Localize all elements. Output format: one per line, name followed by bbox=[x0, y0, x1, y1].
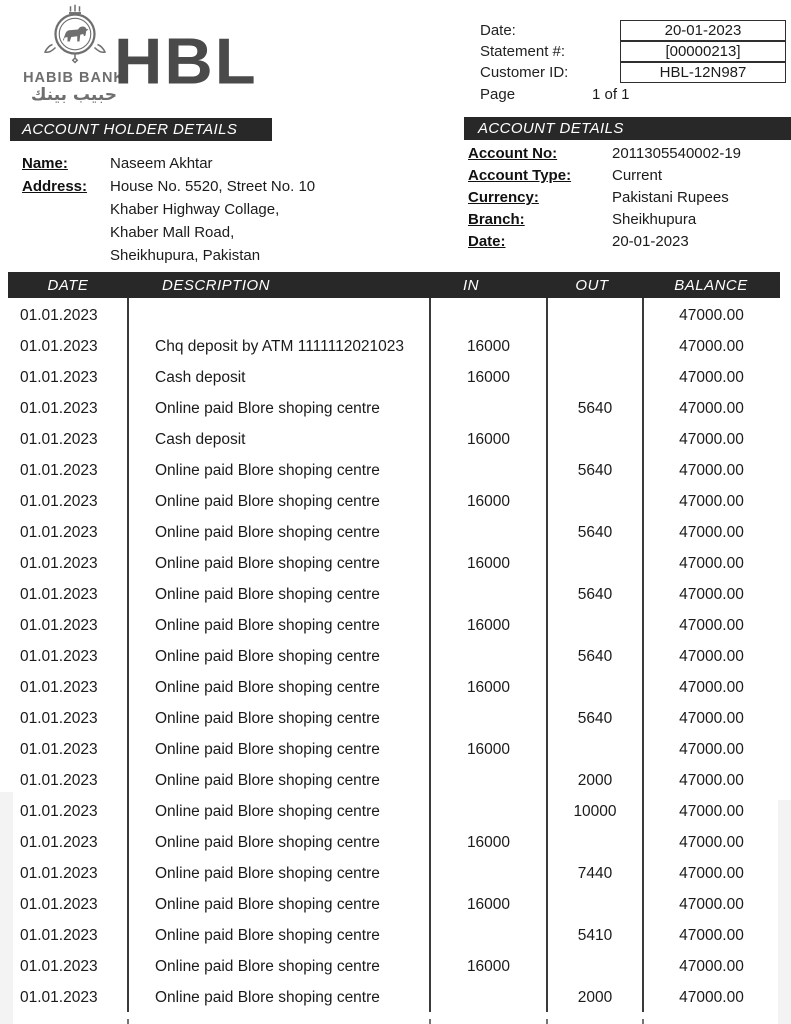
detail-label: Account Type: bbox=[468, 167, 572, 184]
transaction-row bbox=[0, 951, 791, 982]
col-header-description: DESCRIPTION bbox=[161, 276, 271, 294]
detail-value: 20-01-2023 bbox=[612, 233, 689, 250]
cell-date: 01.01.2023 bbox=[20, 647, 98, 665]
cell-balance: 47000.00 bbox=[679, 461, 744, 479]
account-holder-details-header: ACCOUNT HOLDER DETAILS bbox=[10, 118, 272, 141]
cell-description: Online paid Blore shoping centre bbox=[155, 616, 380, 634]
cell-description: Chq deposit by ATM 1111112021023 bbox=[155, 337, 405, 355]
cell-description: Online paid Blore shoping centre bbox=[155, 926, 380, 944]
cell-in: 16000 bbox=[466, 430, 511, 448]
transaction-row bbox=[0, 641, 791, 672]
cell-date: 01.01.2023 bbox=[20, 368, 98, 386]
transaction-row bbox=[0, 827, 791, 858]
cell-balance: 47000.00 bbox=[679, 492, 744, 510]
cell-date: 01.01.2023 bbox=[20, 461, 98, 479]
meta-value-box: [00000213] bbox=[620, 41, 786, 62]
transaction-row bbox=[0, 393, 791, 424]
cell-date: 01.01.2023 bbox=[20, 337, 98, 355]
detail-value: Pakistani Rupees bbox=[612, 189, 729, 206]
cell-description: Online paid Blore shoping centre bbox=[155, 678, 380, 696]
meta-value-box: 20-01-2023 bbox=[620, 20, 786, 41]
transaction-row bbox=[0, 331, 791, 362]
cell-balance: 47000.00 bbox=[679, 399, 744, 417]
cell-out: 7440 bbox=[577, 864, 613, 882]
transaction-row bbox=[0, 610, 791, 641]
cell-date: 01.01.2023 bbox=[20, 616, 98, 634]
cell-date: 01.01.2023 bbox=[20, 864, 98, 882]
cell-in: 16000 bbox=[466, 368, 511, 386]
name-row bbox=[22, 152, 442, 175]
transactions-header-bar bbox=[8, 272, 780, 298]
cell-balance: 47000.00 bbox=[679, 833, 744, 851]
cell-description: Online paid Blore shoping centre bbox=[155, 864, 380, 882]
column-divider-stub bbox=[546, 1019, 548, 1024]
column-divider-stub bbox=[642, 1019, 644, 1024]
cell-description: Online paid Blore shoping centre bbox=[155, 895, 380, 913]
name-label: Name: bbox=[22, 155, 68, 172]
cell-description: Online paid Blore shoping centre bbox=[155, 585, 380, 603]
cell-description: Online paid Blore shoping centre bbox=[155, 647, 380, 665]
column-divider bbox=[642, 298, 644, 1012]
cell-out: 5640 bbox=[577, 709, 613, 727]
col-header-balance: BALANCE bbox=[674, 276, 748, 294]
lion-icon bbox=[63, 27, 89, 42]
cell-balance: 47000.00 bbox=[679, 771, 744, 789]
cell-balance: 47000.00 bbox=[679, 988, 744, 1006]
cell-balance: 47000.00 bbox=[679, 368, 744, 386]
cell-balance: 47000.00 bbox=[679, 616, 744, 634]
transaction-row bbox=[0, 796, 791, 827]
cell-date: 01.01.2023 bbox=[20, 988, 98, 1006]
cell-in: 16000 bbox=[466, 833, 511, 851]
cell-balance: 47000.00 bbox=[679, 647, 744, 665]
cell-balance: 47000.00 bbox=[679, 585, 744, 603]
account-holder-block bbox=[22, 152, 442, 267]
cell-date: 01.01.2023 bbox=[20, 492, 98, 510]
cell-balance: 47000.00 bbox=[679, 926, 744, 944]
hbl-wordmark: HBL bbox=[114, 25, 258, 98]
cell-out: 10000 bbox=[573, 802, 617, 820]
cell-balance: 47000.00 bbox=[679, 740, 744, 758]
page-value: 1 of 1 bbox=[592, 86, 630, 103]
transaction-row bbox=[0, 765, 791, 796]
cell-description: Online paid Blore shoping centre bbox=[155, 523, 380, 541]
cell-balance: 47000.00 bbox=[679, 337, 744, 355]
cell-description: Online paid Blore shoping centre bbox=[155, 461, 380, 479]
cell-balance: 47000.00 bbox=[679, 957, 744, 975]
meta-row bbox=[480, 62, 786, 83]
cell-in: 16000 bbox=[466, 895, 511, 913]
cell-out: 5640 bbox=[577, 461, 613, 479]
statement-meta bbox=[480, 20, 786, 105]
cell-balance: 47000.00 bbox=[679, 430, 744, 448]
meta-label: Date: bbox=[480, 22, 516, 39]
account-details-header: ACCOUNT DETAILS bbox=[464, 117, 791, 140]
cell-date: 01.01.2023 bbox=[20, 895, 98, 913]
column-divider-stub bbox=[429, 1019, 431, 1024]
cell-description: Online paid Blore shoping centre bbox=[155, 988, 380, 1006]
detail-label: Branch: bbox=[468, 211, 525, 228]
cell-balance: 47000.00 bbox=[679, 709, 744, 727]
cell-date: 01.01.2023 bbox=[20, 585, 98, 603]
cell-description: Online paid Blore shoping centre bbox=[155, 492, 380, 510]
meta-row bbox=[480, 41, 786, 62]
cell-out: 5410 bbox=[577, 926, 613, 944]
cell-date: 01.01.2023 bbox=[20, 399, 98, 417]
cell-out: 2000 bbox=[577, 771, 613, 789]
account-details-block bbox=[468, 143, 788, 253]
column-divider bbox=[429, 298, 431, 1012]
column-divider bbox=[546, 298, 548, 1012]
transaction-row bbox=[0, 858, 791, 889]
cell-balance: 47000.00 bbox=[679, 864, 744, 882]
cell-description: Online paid Blore shoping centre bbox=[155, 957, 380, 975]
transaction-row bbox=[0, 920, 791, 951]
cell-in: 16000 bbox=[466, 616, 511, 634]
cell-out: 2000 bbox=[577, 988, 613, 1006]
cell-balance: 47000.00 bbox=[679, 895, 744, 913]
transactions-body bbox=[0, 300, 791, 1013]
bank-name-arabic-text: حبيب بينك bbox=[30, 85, 118, 105]
meta-value-box: HBL-12N987 bbox=[620, 62, 786, 83]
address-line: Khaber Highway Collage, bbox=[110, 201, 280, 218]
name-value: Naseem Akhtar bbox=[110, 155, 213, 172]
transaction-row bbox=[0, 486, 791, 517]
cell-date: 01.01.2023 bbox=[20, 771, 98, 789]
cell-description: Online paid Blore shoping centre bbox=[155, 740, 380, 758]
cell-in: 16000 bbox=[466, 957, 511, 975]
col-header-out: OUT bbox=[575, 276, 609, 294]
cell-in: 16000 bbox=[466, 678, 511, 696]
address-value bbox=[110, 175, 442, 267]
meta-label: Statement #: bbox=[480, 43, 566, 60]
address-line: Khaber Mall Road, bbox=[110, 224, 235, 241]
col-header-date: DATE bbox=[47, 276, 89, 294]
detail-label: Date: bbox=[468, 233, 506, 250]
cell-balance: 47000.00 bbox=[679, 523, 744, 541]
meta-row bbox=[480, 20, 786, 41]
cell-in: 16000 bbox=[466, 492, 511, 510]
cell-balance: 47000.00 bbox=[679, 802, 744, 820]
cell-date: 01.01.2023 bbox=[20, 523, 98, 541]
cell-date: 01.01.2023 bbox=[20, 430, 98, 448]
cell-out: 5640 bbox=[577, 585, 613, 603]
col-header-in: IN bbox=[463, 276, 479, 294]
cell-balance: 47000.00 bbox=[679, 678, 744, 696]
cell-out: 5640 bbox=[577, 523, 613, 541]
column-divider-stub bbox=[127, 1019, 129, 1024]
detail-value: Sheikhupura bbox=[612, 211, 697, 228]
column-divider bbox=[127, 298, 129, 1012]
cell-date: 01.01.2023 bbox=[20, 554, 98, 572]
page-label: Page bbox=[480, 86, 516, 103]
transaction-row bbox=[0, 362, 791, 393]
transaction-row bbox=[0, 455, 791, 486]
cell-date: 01.01.2023 bbox=[20, 740, 98, 758]
cell-date: 01.01.2023 bbox=[20, 306, 98, 324]
transaction-row bbox=[0, 424, 791, 455]
cell-description: Cash deposit bbox=[155, 430, 246, 448]
cell-date: 01.01.2023 bbox=[20, 678, 98, 696]
cell-description: Online paid Blore shoping centre bbox=[155, 802, 380, 820]
transaction-row bbox=[0, 579, 791, 610]
cell-description: Cash deposit bbox=[155, 368, 246, 386]
address-row bbox=[22, 175, 442, 267]
transaction-row bbox=[0, 982, 791, 1013]
detail-row bbox=[468, 231, 788, 253]
cell-date: 01.01.2023 bbox=[20, 709, 98, 727]
detail-row bbox=[468, 143, 788, 165]
transaction-row bbox=[0, 734, 791, 765]
transaction-row bbox=[0, 889, 791, 920]
cell-out: 5640 bbox=[577, 399, 613, 417]
transaction-row bbox=[0, 548, 791, 579]
cell-description: Online paid Blore shoping centre bbox=[155, 554, 380, 572]
detail-row bbox=[468, 209, 788, 231]
cell-in: 16000 bbox=[466, 740, 511, 758]
detail-value: 2011305540002-19 bbox=[612, 145, 742, 162]
transaction-row bbox=[0, 517, 791, 548]
meta-label: Customer ID: bbox=[480, 64, 569, 81]
cell-date: 01.01.2023 bbox=[20, 957, 98, 975]
cell-description: Online paid Blore shoping centre bbox=[155, 833, 380, 851]
transaction-row bbox=[0, 672, 791, 703]
address-line: Sheikhupura, Pakistan bbox=[110, 247, 261, 264]
bank-name-text: HABIB BANK bbox=[23, 70, 125, 86]
detail-label: Account No: bbox=[468, 145, 558, 162]
detail-label: Currency: bbox=[468, 189, 539, 206]
cell-description: Online paid Blore shoping centre bbox=[155, 771, 380, 789]
transaction-row bbox=[0, 300, 791, 331]
detail-value: Current bbox=[612, 167, 663, 184]
cell-date: 01.01.2023 bbox=[20, 802, 98, 820]
cell-description: Online paid Blore shoping centre bbox=[155, 709, 380, 727]
cell-date: 01.01.2023 bbox=[20, 833, 98, 851]
cell-in: 16000 bbox=[466, 554, 511, 572]
cell-balance: 47000.00 bbox=[679, 554, 744, 572]
detail-row bbox=[468, 187, 788, 209]
address-line: House No. 5520, Street No. 10 bbox=[110, 178, 316, 195]
page-row bbox=[480, 84, 786, 105]
transaction-row bbox=[0, 703, 791, 734]
cell-out: 5640 bbox=[577, 647, 613, 665]
address-label: Address: bbox=[22, 178, 88, 195]
habib-bank-crest-lion-icon bbox=[36, 4, 114, 70]
detail-row bbox=[468, 165, 788, 187]
cell-description: Online paid Blore shoping centre bbox=[155, 399, 380, 417]
cell-balance: 47000.00 bbox=[679, 306, 744, 324]
cell-in: 16000 bbox=[466, 337, 511, 355]
cell-date: 01.01.2023 bbox=[20, 926, 98, 944]
